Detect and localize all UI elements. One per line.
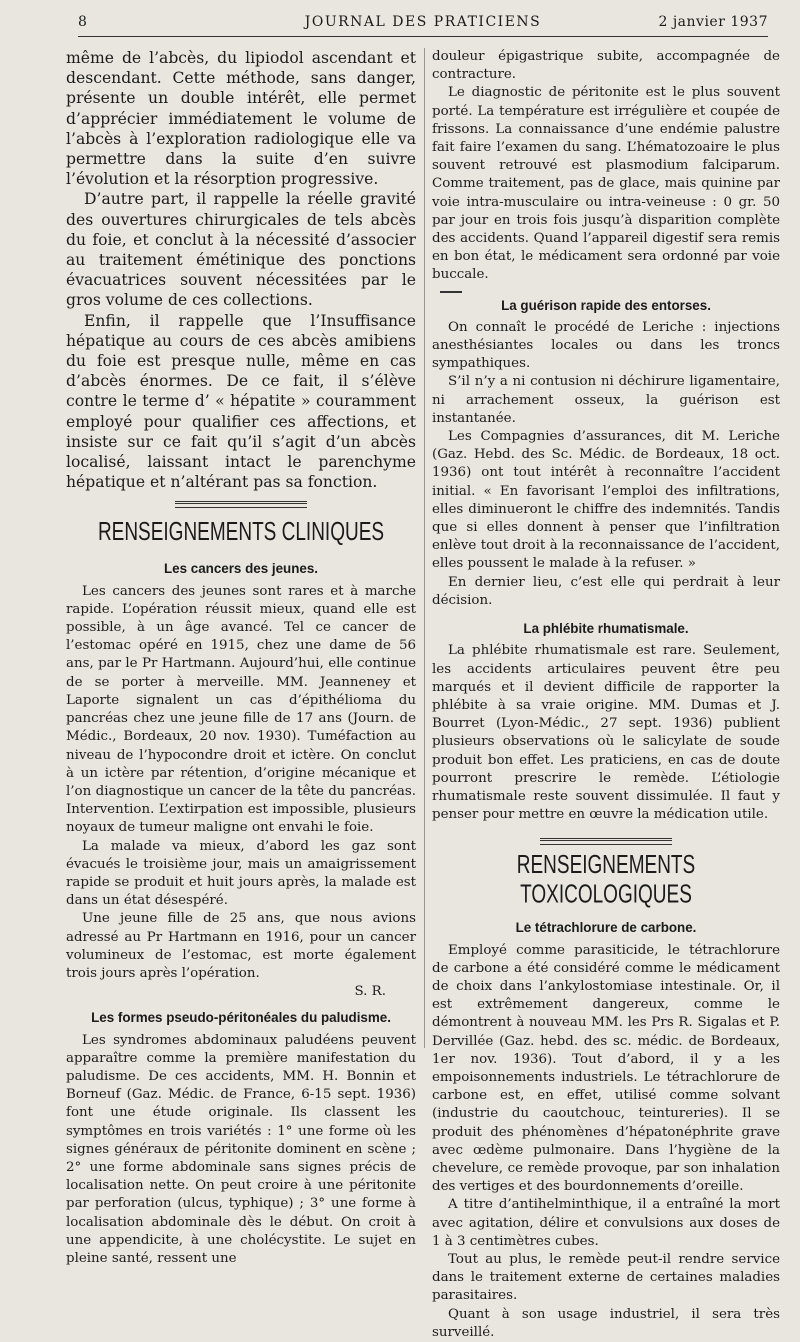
article-cancers (66, 560, 416, 1001)
article-paludisme-continued (432, 48, 780, 285)
right-column (432, 48, 780, 1342)
article-title: La guérison rapide des entorses. (501, 297, 711, 313)
article-paragraph: En dernier lieu, c’est elle qui perdrait à leur décision. (432, 574, 780, 608)
article-paragraph: douleur épigastrique subite, accompagnée de contracture. (432, 49, 780, 83)
article-paragraph: Les Compagnies d’assurances, dit M. Leriche (Gaz. Hebd. des Sc. Médic. de Bordeaux, 18 oct. 1936) ont tout intérêt à reconnaître l’accident initial. « En favorisant l’emploi des infiltrations, elles diminueront le chiffre des indemnités. Tandis que si elles donnent à penser que l’infiltration enlève tout droit à la reconnaissance de l’accident, elles poussent le malade à la refuser. » (432, 429, 780, 572)
article-title: Le tétrachlorure de carbone. (515, 920, 697, 936)
left-column (66, 48, 416, 1268)
article-paragraph: S’il n’y a ni contusion ni déchirure ligamentaire, ni arrachement osseux, la guérison est instantanée. (432, 374, 780, 426)
article-paragraph: Les syndromes abdominaux paludéens peuvent apparaître comme la première manifestation du paludisme. De ces accidents, MM. H. Bonnin et Borneuf (Gaz. Médic. de France, 6-15 sept. 1936) font une étude originale. Ils classent les symptômes en trois variétés : 1° une forme où les signes généraux de péritonite dominent en scène ; 2° une forme abdominale sans signes précis de localisation nette. On peut croire à une péritonite par perforation (ulcus, typhique) ; 3° une forme à localisation abdominale dès le début. On croit à une appendicite, à une cholécystite. Le sujet en pleine santé, ressent une (66, 1032, 416, 1266)
section-title-toxicologiques: RENSEIGNEMENTS TOXICOLOGIQUES (516, 851, 696, 910)
article-title: Les cancers des jeunes. (163, 561, 319, 577)
article-paragraph: A titre d’antihelminthique, il a entraîné la mort avec agitation, délire et convulsions aux doses de 1 à 3 centimètres cubes. (432, 1197, 780, 1249)
section-ornament (540, 838, 672, 845)
page-number: 8 (78, 14, 88, 30)
page-header (78, 12, 768, 37)
article-signature: S. R. (354, 984, 386, 1000)
article-title: La phlébite rhumatismale. (523, 621, 689, 637)
column-divider (424, 48, 425, 1048)
article-paragraph: Employé comme parasiticide, le tétrachlorure de carbone a été considéré comme le médicament de choix dans l’ankylostomiase intestinale. Or, il est extrêmement dangereux, comme le démontrent à nouveau MM. les Prs R. Sigalas et P. Dervillée (Gaz. hebd. des sc. médic. de Bordeaux, 1er nov. 1936). Tout d’abord, il y a les empoisonnements industriels. Le tétrachlorure de carbone est, en effet, utilisé comme solvant (industrie du caoutchouc, teintureries). Il se produit des phénomènes d’hépatonéphrite grave avec œdème pulmonaire. Dans l’hygiène de la chevelure, ce remède provoque, par son inhalation des vertiges et des bourdonnements d’oreille. (432, 942, 780, 1195)
intro-paragraph: D’autre part, il rappelle la réelle gravité des ouvertures chirurgicales de tels abcès du foie, et conclut à la nécessité d’associer au traitement émétinique des ponctions évacuatrices souvent nécessitées par le gros volume de ces collections. (66, 190, 416, 310)
article-paragraph: Les cancers des jeunes sont rares et à marche rapide. L’opération réussit mieux, quand elle est possible, à un âge avancé. Tel ce cancer de l’estomac opéré en 1915, chez une dame de 56 ans, par le Pr Hartmann. Aujourd’hui, elle continue de se porter à merveille. MM. Jeanneney et Laporte signalent un cas d’épithélioma du pancréas chez une jeune fille de 17 ans (Journ. de Médic., Bordeaux, 20 nov. 1930). Tuméfaction au niveau de l’hypocondre droit et ictère. On conclut à un ictère par rétention, d’origine mécanique et l’on diagnostique un cancer de la tête du pancréas. Intervention. L’extirpation est impossible, plusieurs noyaux de tumeur maligne ont envahi le foie. (66, 583, 416, 836)
article-paragraph: Une jeune fille de 25 ans, que nous avions adressé au Pr Hartmann en 1916, pour un cancer volumineux de l’estomac, est morte également trois jours après l’opération. (66, 911, 416, 981)
intro-text (66, 48, 416, 492)
separator-rule (440, 291, 462, 293)
article-paragraph: La phlébite rhumatismale est rare. Seulement, les accidents articulaires peuvent être peu marqués et il devient difficile de rapporter la phlébite à sa vraie origine. MM. Dumas et J. Bourret (Lyon-Médic., 27 sept. 1936) publient plusieurs observations où le salicylate de soude produit bon effet. Les praticiens, en cas de doute pourront prescrire le remède. L’étiologie rhumatismale reste souvent dissimulée. Il faut y penser pour mettre en œuvre la médication utile. (432, 643, 780, 823)
article-entorses (432, 297, 780, 610)
article-phlebite (432, 620, 780, 824)
issue-date: 2 janvier 1937 (658, 14, 768, 30)
article-tetrachlorure (432, 919, 780, 1342)
article-paragraph: Tout au plus, le remède peut-il rendre service dans le traitement externe de certaines maladies parasitaires. (432, 1251, 780, 1304)
article-paragraph: On connaît le procédé de Leriche : injections anesthésiantes locales ou dans les troncs sympathiques. (432, 319, 780, 372)
intro-paragraph: même de l’abcès, du lipiodol ascendant et descendant. Cette méthode, sans danger, présente un double intérêt, elle permet d’apprécier immédiatement le volume de l’abcès à l’exploration radiologique elle va permettre dans la suite d’en suivre l’évolution et la résorption progressive. (66, 49, 416, 189)
article-paragraph: Quant à son usage industriel, il sera très surveillé. (432, 1306, 780, 1340)
section-ornament (175, 501, 307, 508)
intro-paragraph: Enfin, il rappelle que l’Insuffisance hépatique au cours de ces abcès amibiens du foie est presque nulle, même en cas d’abcès énormes. De ce fait, il s’élève contre le terme d’ « hépatite » couramment employé pour qualifier ces affections, et insiste sur ce fait qu’il s’agit d’un abcès localisé, laissant intact le parenchyme hépatique et n’altérant pas sa fonction. (66, 311, 416, 492)
section-title-cliniques: RENSEIGNEMENTS CLINIQUES (97, 518, 385, 547)
article-paludisme (66, 1009, 416, 1268)
article-paragraph: La malade va mieux, d’abord les gaz sont évacués le troisième jour, mais un amaigrissement rapide se produit et huit jours après, la malade est dans un état désespéré. (66, 838, 416, 909)
journal-title: JOURNAL DES PRATICIENS (304, 14, 542, 30)
article-title: Les formes pseudo-péritonéales du paludisme. (91, 1010, 391, 1026)
article-paragraph: Le diagnostic de péritonite est le plus souvent porté. La température est irrégulière et coupée de frissons. La connaissance d’une endémie palustre fait faire l’examen du sang. L’hématozoaire le plus souvent retrouvé est plasmodium falciparum. Comme traitement, pas de glace, mais quinine par voie intra-musculaire ou intra-veineuse : 0 gr. 50 par jour en trois fois jusqu’à disparition complète des accidents. Quand l’appareil digestif sera remis en bon état, le médicament sera ordonné par voie buccale. (432, 85, 780, 283)
